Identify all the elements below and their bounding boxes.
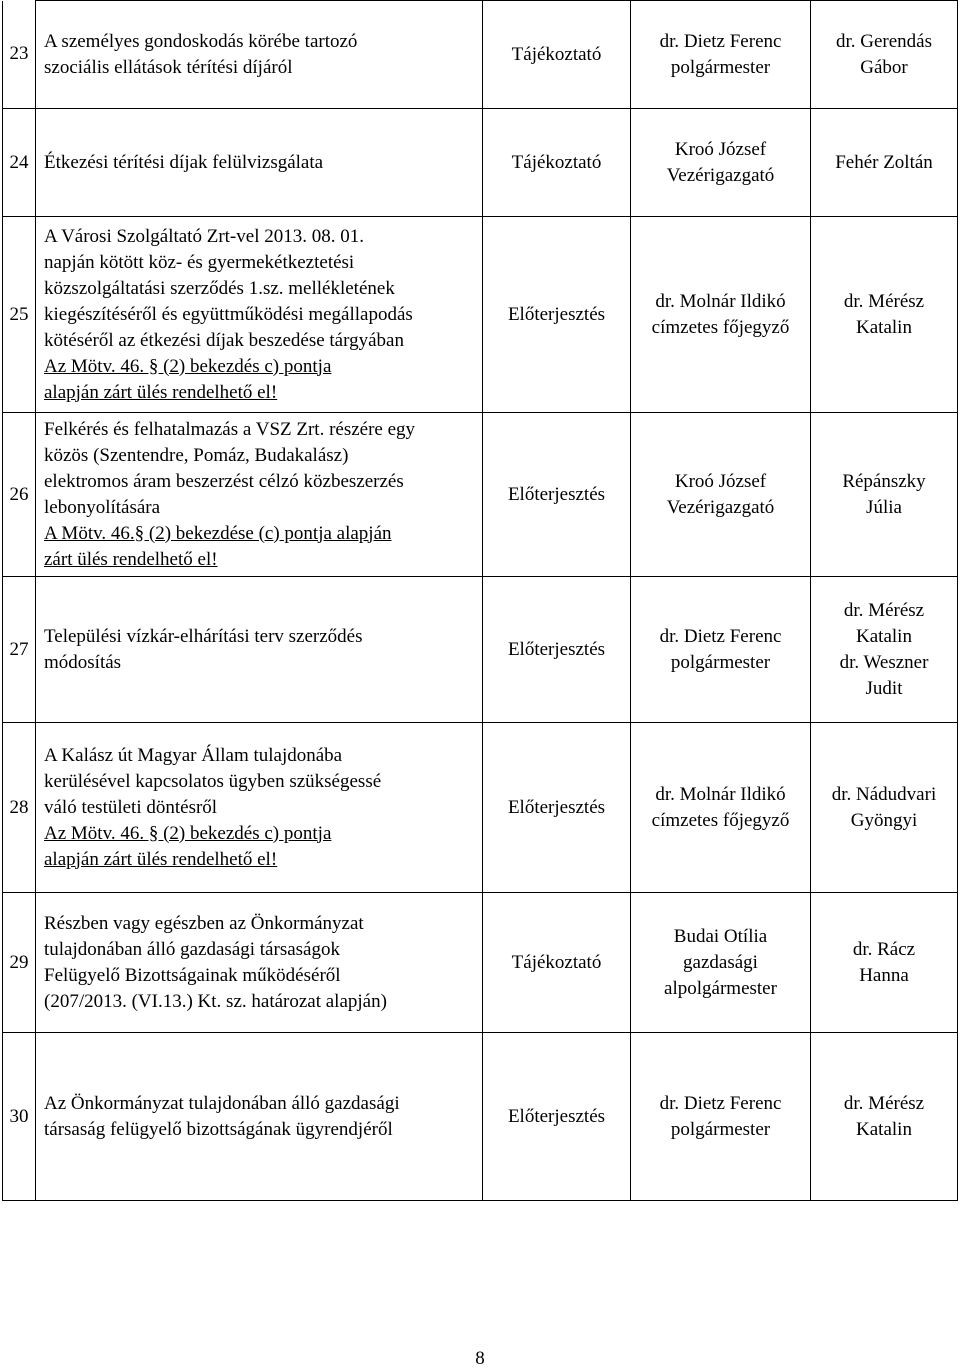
responsible-lines-line: dr. Mérész — [843, 1092, 925, 1114]
title-lines-line: Az Önkormányzat tulajdonában álló gazdasági — [44, 1092, 400, 1114]
table-row — [3, 413, 958, 577]
presenter-lines-line: polgármester — [670, 651, 771, 673]
title-lines-line: kerülésével kapcsolatos ügyben szükségessé — [44, 770, 382, 792]
item-presenter — [631, 109, 811, 217]
title-lines-line: A Kalász út Magyar Állam tulajdonába — [44, 744, 343, 766]
item-number: 29 — [3, 893, 36, 1033]
item-presenter — [631, 577, 811, 723]
item-number: 26 — [3, 413, 36, 577]
title-lines-line: Felügyelő Bizottságainak működéséről — [44, 964, 341, 986]
title-lines-line: napján kötött köz- és gyermekétkeztetési — [44, 251, 355, 273]
responsible-lines-line: Judit — [865, 677, 903, 699]
item-title — [36, 577, 483, 723]
item-number: 27 — [3, 577, 36, 723]
title-lines-line: (207/2013. (VI.13.) Kt. sz. határozat alapján) — [44, 990, 387, 1012]
title-lines-line: tulajdonában álló gazdasági társaságok — [44, 938, 340, 960]
responsible-lines-line: dr. Gerendás — [835, 30, 933, 52]
title-lines-line: Részben vagy egészben az Önkormányzat — [44, 912, 364, 934]
table-row — [3, 1033, 958, 1201]
item-presenter — [631, 217, 811, 413]
title-lines-line: társaság felügyelő bizottságának ügyrendjéről — [44, 1118, 393, 1140]
note-lines-line: zárt ülés rendelhető el! — [44, 548, 218, 570]
responsible-lines-line: dr. Nádudvari — [831, 783, 937, 805]
item-title — [36, 413, 483, 577]
item-title — [36, 217, 483, 413]
item-type: Előterjesztés — [483, 413, 631, 577]
title-lines-line: kiegészítéséről és együttműködési megállapodás — [44, 303, 413, 325]
item-type: Előterjesztés — [483, 723, 631, 893]
title-lines-line: váló testületi döntésről — [44, 796, 218, 818]
responsible-lines-line: dr. Mérész — [843, 599, 925, 621]
presenter-lines-line: címzetes főjegyző — [651, 809, 790, 831]
title-lines-line: A személyes gondoskodás körébe tartozó — [44, 30, 358, 52]
item-type: Előterjesztés — [483, 217, 631, 413]
title-lines-line: közös (Szentendre, Pomáz, Budakalász) — [44, 444, 349, 466]
item-title — [36, 109, 483, 217]
presenter-lines-line: dr. Molnár Ildikó — [655, 783, 786, 805]
title-lines-line: elektromos áram beszerzést célzó közbeszerzés — [44, 470, 404, 492]
title-lines-line: Étkezési térítési díjak felülvizsgálata — [44, 151, 324, 173]
responsible-lines-line: dr. Weszner — [839, 651, 929, 673]
item-presenter — [631, 413, 811, 577]
item-type: Tájékoztató — [483, 109, 631, 217]
presenter-lines-line: gazdasági — [683, 951, 758, 973]
title-lines-line: szociális ellátások térítési díjáról — [44, 56, 293, 78]
presenter-lines-line: dr. Molnár Ildikó — [655, 290, 786, 312]
title-lines-line: módosítás — [44, 651, 122, 673]
note-lines-line: alapján zárt ülés rendelhető el! — [44, 381, 278, 403]
note-lines-line: alapján zárt ülés rendelhető el! — [44, 848, 278, 870]
presenter-lines-line: Kroó József — [674, 138, 767, 160]
item-number: 24 — [3, 109, 36, 217]
item-title — [36, 1033, 483, 1201]
item-number: 30 — [3, 1033, 36, 1201]
presenter-lines-line: alpolgármester — [664, 977, 777, 999]
title-lines-line: Felkérés és felhatalmazás a VSZ Zrt. részére egy — [44, 418, 416, 440]
presenter-lines-line: Vezérigazgató — [666, 164, 775, 186]
item-responsible — [811, 109, 958, 217]
presenter-lines-line: polgármester — [670, 1118, 771, 1140]
responsible-lines-line: dr. Mérész — [843, 290, 925, 312]
item-number: 25 — [3, 217, 36, 413]
item-type: Előterjesztés — [483, 577, 631, 723]
item-number: 23 — [3, 1, 36, 109]
title-lines-line: lebonyolítására — [44, 496, 161, 518]
presenter-lines-line: dr. Dietz Ferenc — [659, 1092, 782, 1114]
item-responsible — [811, 893, 958, 1033]
responsible-lines-line: Répánszky — [842, 470, 926, 492]
responsible-lines-line: Katalin — [856, 316, 912, 338]
title-lines-line: kötéséről az étkezési díjak beszedése tárgyában — [44, 329, 404, 351]
responsible-lines-line: Fehér Zoltán — [835, 151, 933, 173]
responsible-lines-line: Gábor — [860, 56, 908, 78]
item-responsible — [811, 1, 958, 109]
title-lines-line: A Városi Szolgáltató Zrt-vel 2013. 08. 01. — [44, 225, 364, 247]
presenter-lines-line: címzetes főjegyző — [651, 316, 790, 338]
item-title — [36, 893, 483, 1033]
item-responsible — [811, 217, 958, 413]
presenter-lines-line: polgármester — [670, 56, 771, 78]
note-lines-line: Az Mötv. 46. § (2) bekezdés c) pontja — [44, 355, 332, 377]
responsible-lines-line: Katalin — [856, 1118, 912, 1140]
table-row — [3, 109, 958, 217]
item-title — [36, 1, 483, 109]
item-responsible — [811, 723, 958, 893]
responsible-lines-line: Katalin — [856, 625, 912, 647]
presenter-lines-line: dr. Dietz Ferenc — [659, 625, 782, 647]
item-type: Tájékoztató — [483, 893, 631, 1033]
presenter-lines-line: Budai Otília — [673, 925, 768, 947]
item-responsible — [811, 413, 958, 577]
item-responsible — [811, 577, 958, 723]
item-presenter — [631, 893, 811, 1033]
presenter-lines-line: Kroó József — [674, 470, 767, 492]
item-type: Tájékoztató — [483, 1, 631, 109]
table-row — [3, 217, 958, 413]
item-number: 28 — [3, 723, 36, 893]
page-number: 8 — [475, 1348, 485, 1369]
responsible-lines-line: Gyöngyi — [850, 809, 918, 831]
title-lines-line: Települési vízkár-elhárítási terv szerződés — [44, 625, 363, 647]
item-type: Előterjesztés — [483, 1033, 631, 1201]
item-presenter — [631, 723, 811, 893]
responsible-lines-line: Júlia — [866, 496, 902, 518]
item-presenter — [631, 1, 811, 109]
responsible-lines-line: dr. Rácz — [852, 938, 916, 960]
item-responsible — [811, 1033, 958, 1201]
table-row — [3, 893, 958, 1033]
table-row — [3, 1, 958, 109]
table-row — [3, 577, 958, 723]
presenter-lines-line: dr. Dietz Ferenc — [659, 30, 782, 52]
table-row — [3, 723, 958, 893]
note-lines-line: Az Mötv. 46. § (2) bekezdés c) pontja — [44, 822, 332, 844]
item-title — [36, 723, 483, 893]
agenda-body — [3, 1, 958, 1201]
title-lines-line: közszolgáltatási szerződés 1.sz. mellékletének — [44, 277, 395, 299]
item-presenter — [631, 1033, 811, 1201]
note-lines-line: A Mötv. 46.§ (2) bekezdése (c) pontja alapján — [44, 522, 392, 544]
responsible-lines-line: Hanna — [859, 964, 909, 986]
agenda-table — [2, 0, 958, 1201]
presenter-lines-line: Vezérigazgató — [666, 496, 775, 518]
